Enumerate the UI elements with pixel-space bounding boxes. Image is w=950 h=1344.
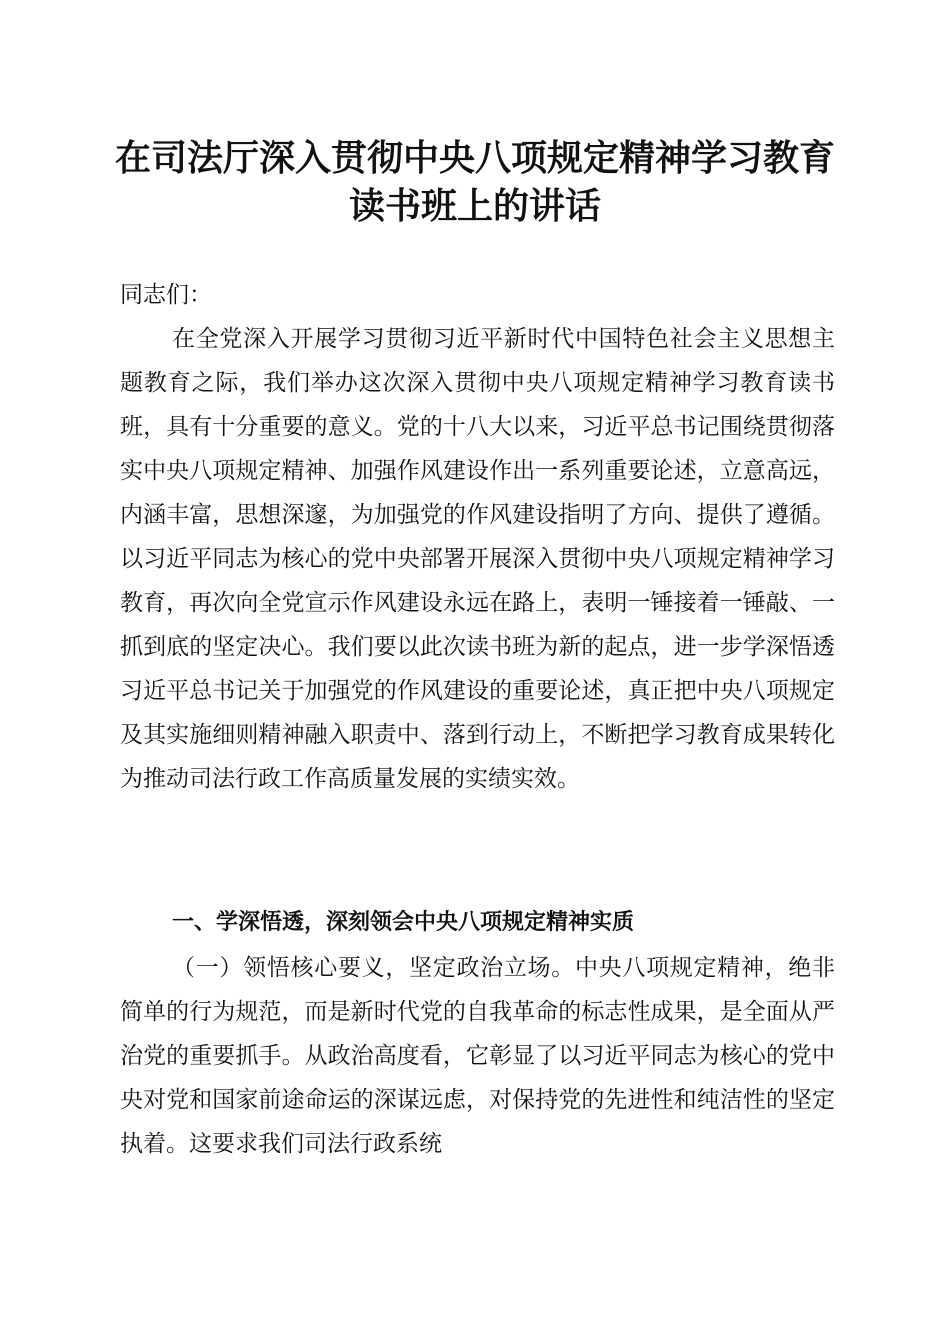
paragraph-intro: 在全党深入开展学习贯彻习近平新时代中国特色社会主义思想主题教育之际，我们举办这次深入贯彻中央八项规定精神学习教育读书班，具有十分重要的意义。党的十八大以来，习近平总书记围绕贯彻落实中央八项规定精神、加强作风建设作出一系列重要论述，立意高远，内涵丰富，思想深邃，为加强党的作风建设指明了方向、提供了遵循。以习近平同志为核心的党中央部署开展深入贯彻中央八项规定精神学习教育，再次向全党宣示作风建设永远在路上，表明一锤接着一锤敲、一抓到底的坚定决心。我们要以此次读书班为新的起点，进一步学深悟透习近平总书记关于加强党的作风建设的重要论述，真正把中央八项规定及其实施细则精神融入职责中、落到行动上，不断把学习教育成果转化为推动司法行政工作高质量发展的实绩实效。 (120, 326, 835, 792)
paragraph-section-1-1: （一）领悟核心要义，坚定政治立场。中央八项规定精神，绝非简单的行为规范，而是新时代党的自我革命的标志性成果，是全面从严治党的重要抓手。从政治高度看，它彰显了以习近平同志为核心的党中央对党和国家前途命运的深谋远虑，对保持党的先进性和纯洁性的坚定执着。这要求我们司法行政系统 (120, 955, 835, 1157)
document-title-line-2: 读书班上的讲话 (348, 185, 601, 227)
salutation: 同志们： (120, 282, 212, 308)
document-title-line-1: 在司法厅深入贯彻中央八项规定精神学习教育 (114, 137, 835, 179)
section-heading-1: 一、学深悟透，深刻领会中央八项规定精神实质 (172, 910, 635, 935)
